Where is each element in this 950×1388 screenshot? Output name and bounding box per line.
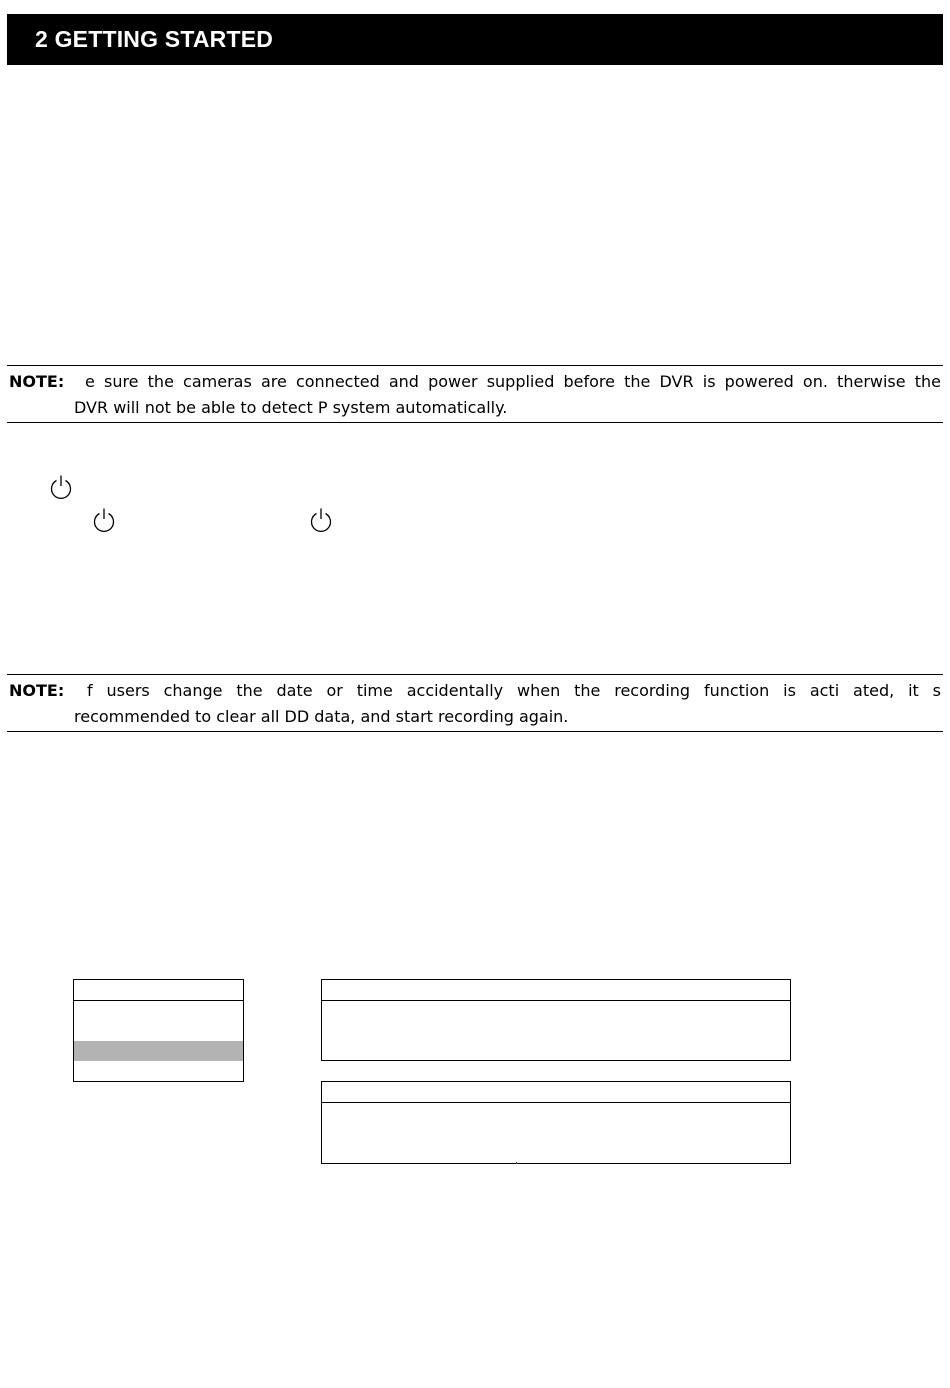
dialog-box [321, 1081, 791, 1164]
dialog-header-divider [322, 1102, 790, 1103]
power-icon [49, 474, 73, 500]
note-text: DVR will not be able to detect P system automatically. [74, 398, 508, 417]
note-line [7, 395, 943, 421]
note-line [7, 704, 943, 730]
section-header [7, 14, 943, 65]
power-icon [309, 507, 333, 533]
note-text: e sure the cameras are connected and power supplied before the DVR is powered on. therwise the [85, 372, 941, 391]
dialog-box [321, 979, 791, 1061]
note-label: NOTE: [9, 372, 65, 391]
menu-header-divider [74, 1000, 243, 1001]
note-text: recommended to clear all DD data, and start recording again. [74, 707, 569, 726]
menu-selected-row [74, 1041, 243, 1061]
note-box [7, 365, 943, 423]
note-label: NOTE: [9, 681, 65, 700]
menu-box [73, 979, 244, 1082]
power-icon [92, 507, 116, 533]
note-line [7, 369, 943, 395]
tick-mark [516, 1162, 517, 1164]
note-text: f users change the date or time accidentally when the recording function is acti ated, it s [87, 681, 941, 700]
note-line [7, 678, 943, 704]
dialog-header-divider [322, 1000, 790, 1001]
section-title: 2 GETTING STARTED [35, 26, 274, 52]
note-box [7, 674, 943, 732]
